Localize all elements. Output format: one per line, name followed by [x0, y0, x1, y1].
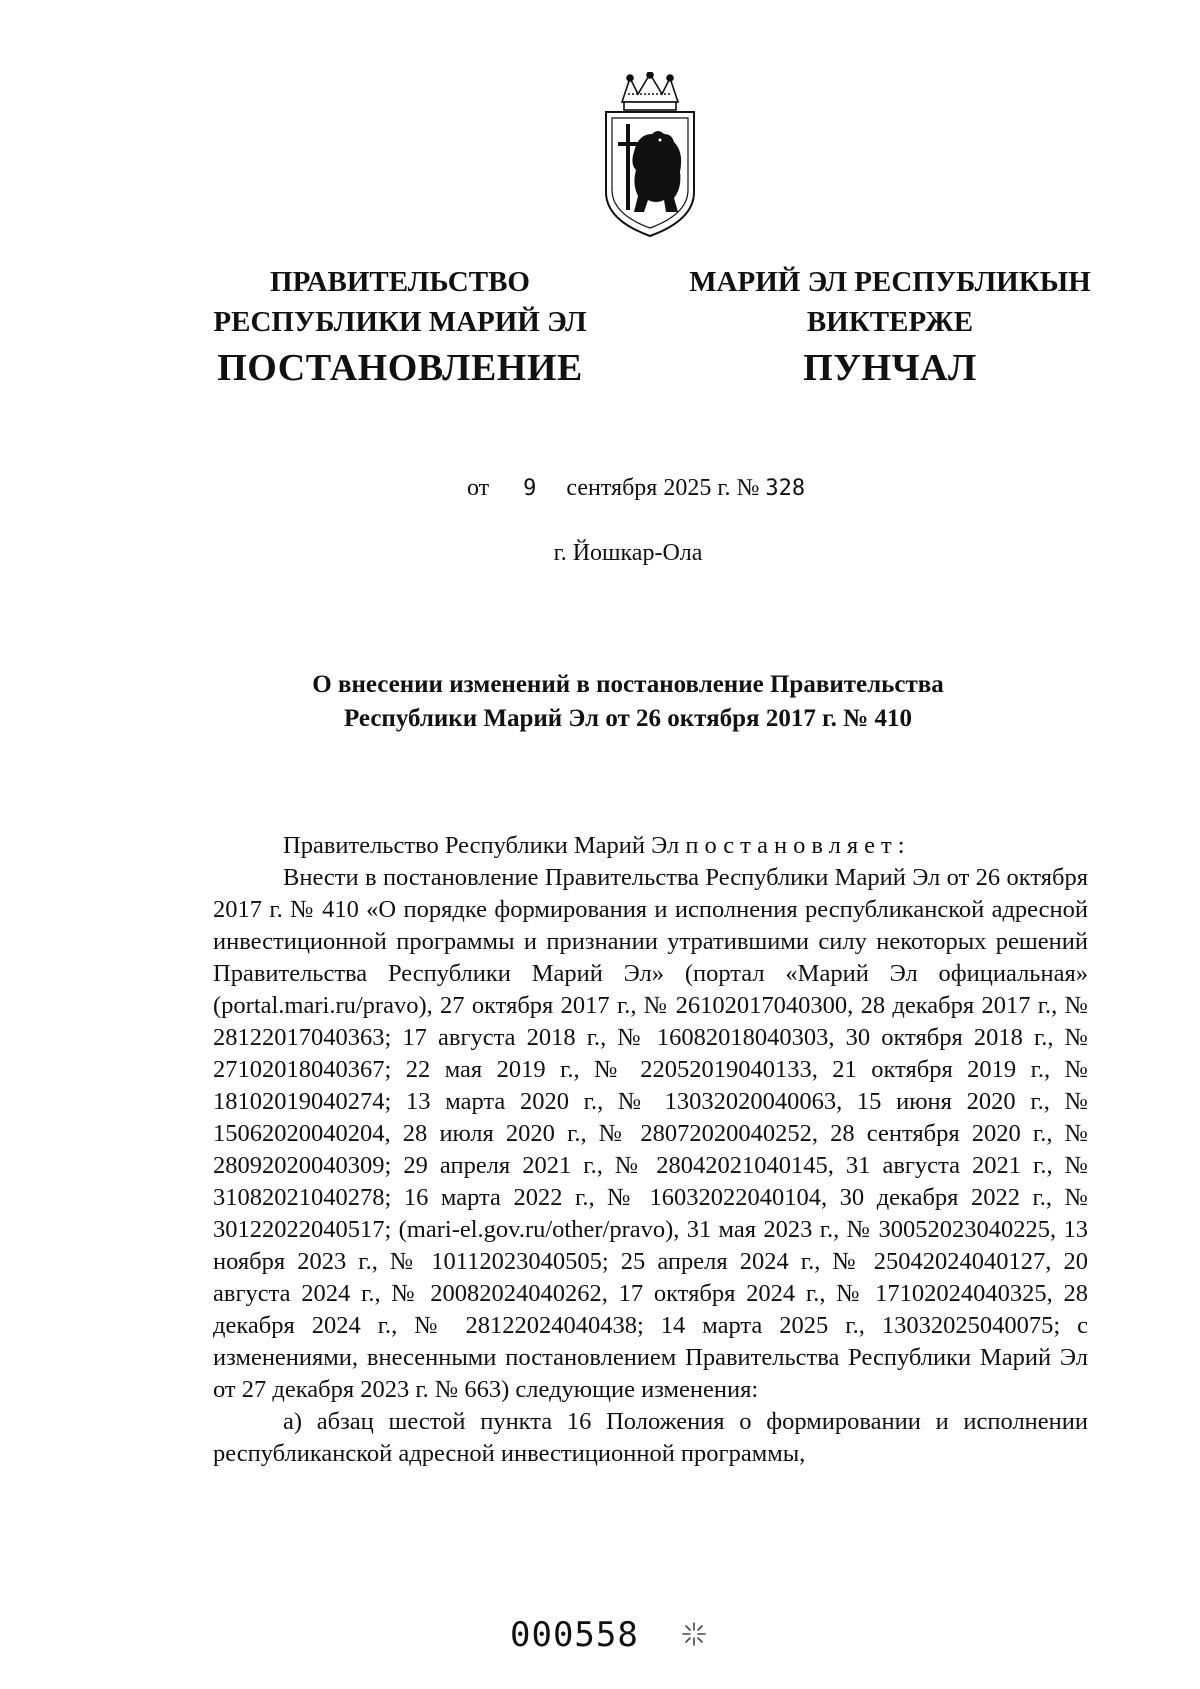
- lead-paragraph: [213, 830, 1088, 862]
- main-paragraph: Внести в постановление Правительства Республики Марий Эл от 26 октября 2017 г. № 410 «О порядке формирования и исполнения республиканской адресной инвестиционной программы и признании утратившими силу некоторых решений Правительства Республики Марий Эл» (портал «Марий Эл официальная» (portal.mari.ru/pravo), 27 октября 2017 г., № 26102017040300, 28 декабря 2017 г., № 28122017040363; 17 августа 2018 г., № 16082018040303, 30 октября 2018 г., № 27102018040367; 22 мая 2019 г., № 22052019040133, 21 октября 2019 г., № 18102019040274; 13 марта 2020 г., № 13032020040063, 15 июня 2020 г., № 15062020040204, 28 июля 2020 г., № 28072020040252, 28 сентября 2020 г., № 28092020040309; 29 апреля 2021 г., № 28042021040145, 31 августа 2021 г., № 31082021040278; 16 марта 2022 г., № 16032022040104, 30 декабря 2022 г., № 30122022040517; (mari-el.gov.ru/other/pravo), 31 мая 2023 г., № 30052023040225, 13 ноября 2023 г., № 10112023040505; 25 апреля 2024 г., № 25042024040127, 20 августа 2024 г., № 20082024040262, 17 октября 2024 г., № 17102024040325, 28 декабря 2024 г., № 28122024040438; 14 марта 2025 г., 13032025040075; с изменениями, внесенными постановлением Правительства Республики Марий Эл от 27 декабря 2023 г. № 663) следующие изменения:: [213, 864, 1088, 1403]
- star-mark-icon: [680, 1620, 708, 1648]
- header-left: [205, 262, 595, 388]
- org-name-line2: РЕСПУБЛИКИ МАРИЙ ЭЛ: [213, 306, 587, 338]
- org-name-mari-line1: МАРИЙ ЭЛ РЕСПУБЛИКЫН: [689, 266, 1091, 298]
- document-type: ПОСТАНОВЛЕНИЕ: [217, 347, 583, 389]
- document-number: 328: [765, 476, 806, 501]
- sub-paragraph-a: а) абзац шестой пункта 16 Положения о формировании и исполнении республиканской адресной инвестиционной программы,: [213, 1408, 1088, 1467]
- coat-of-arms-icon: [600, 72, 700, 242]
- serial-number: 000558: [510, 1615, 639, 1655]
- document-type-mari: ПУНЧАЛ: [803, 347, 977, 389]
- lead-end: :: [897, 832, 905, 859]
- lead-text: Правительство Республики Марий Эл: [283, 832, 686, 859]
- document-date: [467, 475, 805, 502]
- document-body: [213, 830, 1088, 1470]
- date-month-year: сентября 2025 г. №: [566, 475, 760, 501]
- date-day: 9: [523, 476, 537, 501]
- lead-spaced-word: постановляет: [685, 832, 898, 859]
- title-line1: О внесении изменений в постановление Правительства: [312, 671, 944, 698]
- header-right: [680, 262, 1100, 388]
- title-line2: Республики Марий Эл от 26 октября 2017 г. № 410: [343, 705, 912, 732]
- org-name-line1: ПРАВИТЕЛЬСТВО: [270, 266, 530, 298]
- date-prefix: от: [467, 475, 490, 501]
- document-title: [0, 668, 1200, 736]
- city: г. Йошкар-Ола: [553, 540, 703, 566]
- org-name-mari-line2: ВИКТЕРЖЕ: [806, 306, 974, 338]
